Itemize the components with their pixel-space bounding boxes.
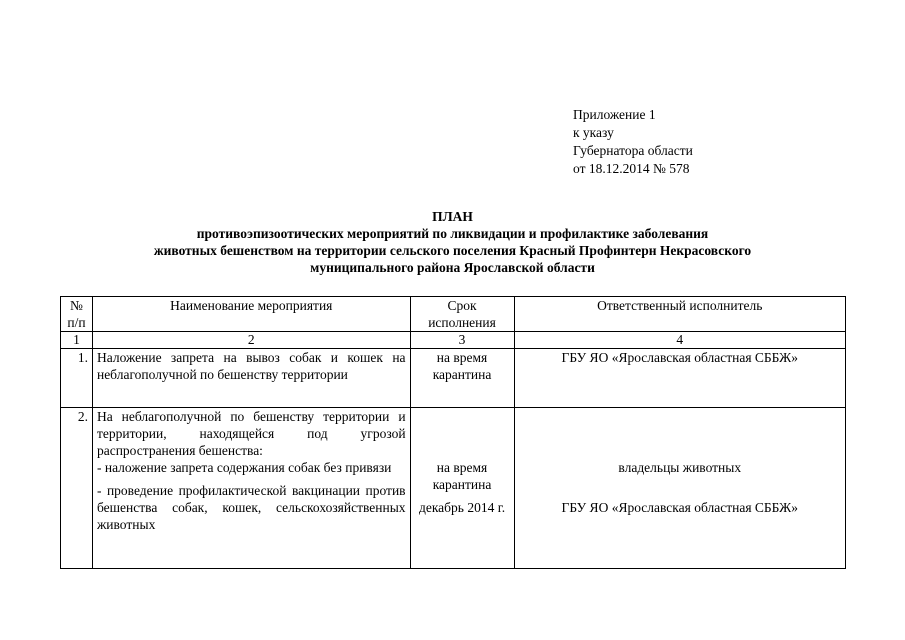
header-name: Наименование мероприятия <box>92 297 410 332</box>
title-heading: ПЛАН <box>432 209 473 224</box>
title-line-3: муниципального района Ярославской области <box>310 260 595 275</box>
plan-table <box>60 296 846 569</box>
header-term: Срок исполнения <box>410 297 514 332</box>
table-row <box>61 349 846 408</box>
column-number: 2 <box>92 332 410 349</box>
spacer <box>415 408 510 459</box>
row-executor-item: ГБУ ЯО «Ярославская областная СББЖ» <box>561 500 798 515</box>
row-measure-intro: На неблагополучной по бешенству территории и территории, находящейся под угрозой распространения бешенства: <box>96 409 406 458</box>
row-term: на время карантина <box>410 349 514 408</box>
row-term-item: на время карантина <box>432 460 492 492</box>
row-measure: Наложение запрета на вывоз собак и кошек на неблагополучной по бешенству территории <box>92 349 410 408</box>
appendix-line-2: к указу <box>573 125 614 140</box>
row-term-item: декабрь 2014 г. <box>418 500 506 515</box>
title-line-1: противоэпизоотических мероприятий по ликвидации и профилактике заболевания <box>196 226 709 241</box>
appendix-line-3: Губернатора области <box>573 143 693 158</box>
column-number: 4 <box>514 332 846 349</box>
table-row <box>61 408 846 569</box>
row-term <box>410 408 514 569</box>
row-number: 2. <box>61 408 93 569</box>
column-number: 3 <box>410 332 514 349</box>
spacer <box>519 408 842 459</box>
appendix-line-4: от 18.12.2014 № 578 <box>573 161 690 176</box>
header-executor: Ответственный исполнитель <box>514 297 846 332</box>
row-measure-item: - проведение профилактической вакцинации против бешенства собак, кошек, сельскохозяйственных животных <box>96 483 406 532</box>
row-executor <box>514 408 846 569</box>
row-executor-item: владельцы животных <box>618 460 742 475</box>
appendix-line-1: Приложение 1 <box>573 107 656 122</box>
row-number: 1. <box>61 349 93 408</box>
header-num: № п/п <box>61 297 93 332</box>
row-executor: ГБУ ЯО «Ярославская областная СББЖ» <box>514 349 846 408</box>
row-measure-item: - наложение запрета содержания собак без привязи <box>96 460 392 475</box>
document-title <box>60 208 845 276</box>
row-measure <box>92 408 410 569</box>
column-number-row <box>61 332 846 349</box>
appendix-note <box>573 106 693 178</box>
table-header-row <box>61 297 846 332</box>
column-number: 1 <box>61 332 93 349</box>
title-line-2: животных бешенством на территории сельского поселения Красный Профинтерн Некрасовского <box>153 243 752 258</box>
